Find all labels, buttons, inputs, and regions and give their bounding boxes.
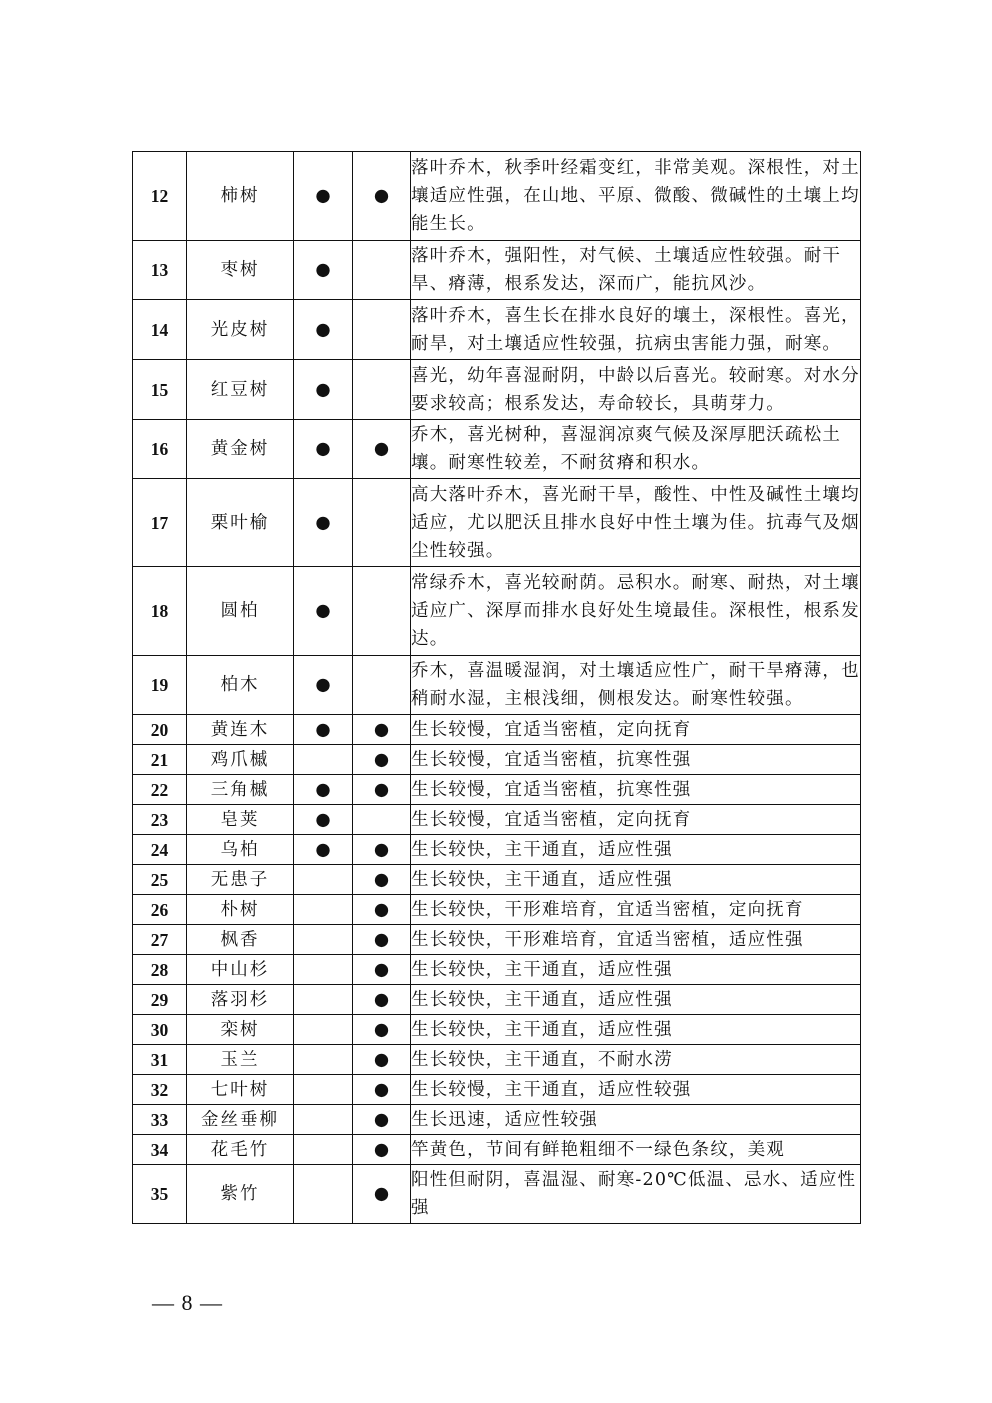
species-name: 栾树 [187,1015,294,1045]
table-row [133,420,861,479]
table-row [133,715,861,745]
mark-column-a [294,1045,353,1075]
mark-column-a: ● [294,775,353,805]
row-number: 26 [133,895,187,925]
mark-column-a [294,925,353,955]
table-row [133,985,861,1015]
species-name: 七叶树 [187,1075,294,1105]
table-row [133,955,861,985]
mark-column-b: ● [353,1075,411,1105]
species-name: 无患子 [187,865,294,895]
mark-column-a [294,955,353,985]
species-name: 玉兰 [187,1045,294,1075]
table-row [133,300,861,360]
species-name: 栗叶榆 [187,479,294,567]
mark-column-b [353,300,411,360]
mark-column-a: ● [294,152,353,241]
mark-column-b [353,805,411,835]
species-name: 黄金树 [187,420,294,479]
table-row [133,1045,861,1075]
mark-column-a: ● [294,656,353,715]
species-name: 乌柏 [187,835,294,865]
species-description: 生长较慢，宜适当密植，抗寒性强 [411,745,861,775]
mark-column-a [294,745,353,775]
table-row [133,835,861,865]
mark-column-a: ● [294,479,353,567]
row-number: 30 [133,1015,187,1045]
species-description: 生长较快，主干通直，不耐水涝 [411,1045,861,1075]
mark-column-a [294,1135,353,1165]
species-name: 红豆树 [187,360,294,420]
species-name: 柿树 [187,152,294,241]
species-name: 柏木 [187,656,294,715]
row-number: 21 [133,745,187,775]
species-description: 喜光，幼年喜湿耐阴，中龄以后喜光。较耐寒。对水分要求较高；根系发达，寿命较长，具萌芽力。 [411,360,861,420]
mark-column-b: ● [353,715,411,745]
species-name: 花毛竹 [187,1135,294,1165]
mark-column-a [294,895,353,925]
species-description: 生长迅速，适应性较强 [411,1105,861,1135]
mark-column-a [294,1105,353,1135]
row-number: 15 [133,360,187,420]
row-number: 32 [133,1075,187,1105]
mark-column-a: ● [294,420,353,479]
species-name: 落羽杉 [187,985,294,1015]
mark-column-b: ● [353,925,411,955]
table-row [133,241,861,300]
species-description: 生长较快，干形难培育，宜适当密植，定向抚育 [411,895,861,925]
mark-column-b: ● [353,865,411,895]
row-number: 19 [133,656,187,715]
species-description: 生长较快，主干通直，适应性强 [411,985,861,1015]
row-number: 35 [133,1165,187,1224]
row-number: 29 [133,985,187,1015]
species-description: 落叶乔木，秋季叶经霜变红，非常美观。深根性，对土壤适应性强，在山地、平原、微酸、微碱性的土壤上均能生长。 [411,152,861,241]
mark-column-b: ● [353,955,411,985]
species-description: 落叶乔木，喜生长在排水良好的壤土，深根性。喜光，耐旱，对土壤适应性较强，抗病虫害能力强，耐寒。 [411,300,861,360]
mark-column-a [294,985,353,1015]
species-description: 高大落叶乔木，喜光耐干旱，酸性、中性及碱性土壤均适应，尤以肥沃且排水良好中性土壤为佳。抗毒气及烟尘性较强。 [411,479,861,567]
species-name: 紫竹 [187,1165,294,1224]
mark-column-b: ● [353,1015,411,1045]
mark-column-a [294,865,353,895]
mark-column-b [353,567,411,656]
mark-column-b: ● [353,775,411,805]
row-number: 27 [133,925,187,955]
table-row [133,1015,861,1045]
species-name: 三角槭 [187,775,294,805]
mark-column-b: ● [353,745,411,775]
species-name: 黄连木 [187,715,294,745]
row-number: 34 [133,1135,187,1165]
species-name: 金丝垂柳 [187,1105,294,1135]
mark-column-a: ● [294,300,353,360]
mark-column-a: ● [294,241,353,300]
species-name: 光皮树 [187,300,294,360]
species-name: 枣树 [187,241,294,300]
table-row [133,152,861,241]
mark-column-a: ● [294,567,353,656]
row-number: 23 [133,805,187,835]
mark-column-b: ● [353,1135,411,1165]
species-description: 生长较快，主干通直，适应性强 [411,865,861,895]
species-description: 生长较慢，主干通直，适应性较强 [411,1075,861,1105]
row-number: 12 [133,152,187,241]
table-row [133,775,861,805]
table-row [133,1075,861,1105]
table-row [133,805,861,835]
mark-column-b [353,479,411,567]
mark-column-b [353,241,411,300]
species-description: 乔木，喜温暖湿润，对土壤适应性广，耐干旱瘠薄，也稍耐水湿，主根浅细，侧根发达。耐寒性较强。 [411,656,861,715]
mark-column-a: ● [294,835,353,865]
table-row [133,1135,861,1165]
species-description: 常绿乔木，喜光较耐荫。忌积水。耐寒、耐热，对土壤适应广、深厚而排水良好处生境最佳。深根性，根系发达。 [411,567,861,656]
species-description: 生长较快，主干通直，适应性强 [411,835,861,865]
table-row [133,1165,861,1224]
table-row [133,745,861,775]
mark-column-b [353,656,411,715]
row-number: 25 [133,865,187,895]
species-description: 落叶乔木，强阳性，对气候、土壤适应性较强。耐干旱、瘠薄，根系发达，深而广，能抗风沙。 [411,241,861,300]
mark-column-a: ● [294,715,353,745]
species-description: 生长较快，干形难培育，宜适当密植，适应性强 [411,925,861,955]
mark-column-b: ● [353,835,411,865]
species-description: 阳性但耐阴，喜温湿、耐寒-20℃低温、忌水、适应性强 [411,1165,861,1224]
mark-column-b: ● [353,1105,411,1135]
species-name: 皂荚 [187,805,294,835]
table-row [133,656,861,715]
row-number: 18 [133,567,187,656]
mark-column-b: ● [353,985,411,1015]
table-row [133,895,861,925]
mark-column-b [353,360,411,420]
row-number: 31 [133,1045,187,1075]
row-number: 13 [133,241,187,300]
table-row [133,865,861,895]
row-number: 22 [133,775,187,805]
species-description: 竿黄色，节间有鲜艳粗细不一绿色条纹，美观 [411,1135,861,1165]
species-name: 枫香 [187,925,294,955]
species-name: 圆柏 [187,567,294,656]
table-row [133,925,861,955]
mark-column-b: ● [353,895,411,925]
mark-column-a: ● [294,805,353,835]
species-description: 乔木，喜光树种，喜湿润凉爽气候及深厚肥沃疏松土壤。耐寒性较差，不耐贫瘠和积水。 [411,420,861,479]
page-number: — 8 — [152,1290,223,1315]
table-row [133,1105,861,1135]
row-number: 28 [133,955,187,985]
mark-column-b: ● [353,152,411,241]
species-description: 生长较慢，宜适当密植，定向抚育 [411,715,861,745]
row-number: 17 [133,479,187,567]
table-row [133,567,861,656]
species-name: 鸡爪槭 [187,745,294,775]
mark-column-b: ● [353,1045,411,1075]
mark-column-b: ● [353,1165,411,1224]
row-number: 14 [133,300,187,360]
mark-column-a [294,1075,353,1105]
species-description: 生长较快，主干通直，适应性强 [411,955,861,985]
mark-column-b: ● [353,420,411,479]
table-row [133,479,861,567]
species-name: 朴树 [187,895,294,925]
species-description: 生长较慢，宜适当密植，定向抚育 [411,805,861,835]
mark-column-a [294,1015,353,1045]
species-description: 生长较慢，宜适当密植，抗寒性强 [411,775,861,805]
row-number: 20 [133,715,187,745]
table-body [133,152,861,1224]
mark-column-a [294,1165,353,1224]
species-table-container [132,151,860,1224]
species-name: 中山杉 [187,955,294,985]
row-number: 24 [133,835,187,865]
species-description: 生长较快，主干通直，适应性强 [411,1015,861,1045]
row-number: 33 [133,1105,187,1135]
table-row [133,360,861,420]
mark-column-a: ● [294,360,353,420]
row-number: 16 [133,420,187,479]
tree-species-table [132,151,861,1224]
